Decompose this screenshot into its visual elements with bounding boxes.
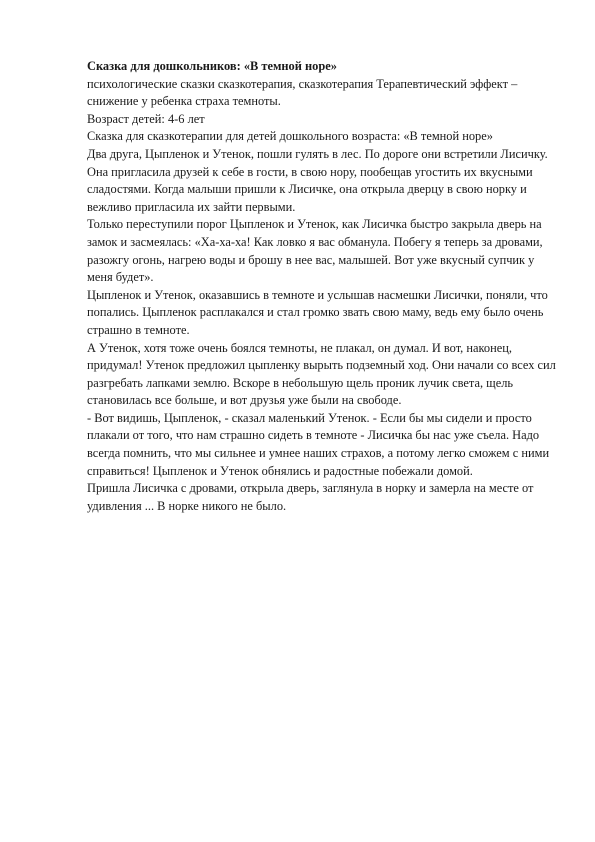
paragraph-story-4: А Утенок, хотя тоже очень боялся темноты, не плакал, он думал. И вот, наконец, придумал! Утенок предложил цыпленку вырыть подземный ход. Они начали со всех сил разгребать лапками землю. Вскоре в небольшую щель проник лучик света, щель становилась все больше, и вот друзья уже были на свободе. <box>87 340 556 408</box>
document-body <box>87 58 557 515</box>
paragraph-story-5: - Вот видишь, Цыпленок, - сказал маленький Утенок. - Если бы мы сидели и просто плакали от того, что нам страшно сидеть в темноте - Лисичка бы нас уже съела. Надо всегда помнить, что мы сильнее и умнее наших страхов, а потому легко сможем с ними справиться! Цыпленок и Утенок обнялись и радостные побежали домой. <box>87 410 550 478</box>
paragraph-heading: Сказка для сказкотерапии для детей дошкольного возраста: «В темной норе» <box>87 129 493 144</box>
document-title: Сказка для дошкольников: «В темной норе» <box>87 59 337 73</box>
paragraph-story-3: Цыпленок и Утенок, оказавшись в темноте и услышав насмешки Лисички, поняли, что попались. Цыпленок расплакался и стал громко звать свою маму, ведь ему было очень страшно в темноте. <box>87 287 548 337</box>
paragraph-story-6: Пришла Лисичка с дровами, открыла дверь, заглянула в норку и замерла на месте от удивления ... В норке никого не было. <box>87 481 534 513</box>
paragraph-story-2: Только переступили порог Цыпленок и Утенок, как Лисичка быстро закрыла дверь на замок и засмеялась: «Ха-ха-ха! Как ловко я вас обманула. Побегу я теперь за дровами, разожгу огонь, нагрею воды и брошу в нее вас, малышей. Вот уже вкусный супчик у меня будет». <box>87 217 543 285</box>
paragraph-story-1: Два друга, Цыпленок и Утенок, пошли гулять в лес. По дороге они встретили Лисичку. Она пригласила друзей к себе в гости, в свою нору, пообещав угостить их вкусными сладостями. Когда малыши пришли к Лисичке, она открыла дверцу в свою норку и вежливо пригласила их зайти первыми. <box>87 146 548 214</box>
paragraph-subtitle: психологические сказки сказкотерапия, сказкотерапия Терапевтический эффект – снижение у ребенка страха темноты. <box>87 76 518 109</box>
paragraph-age: Возраст детей: 4-6 лет <box>87 111 205 126</box>
